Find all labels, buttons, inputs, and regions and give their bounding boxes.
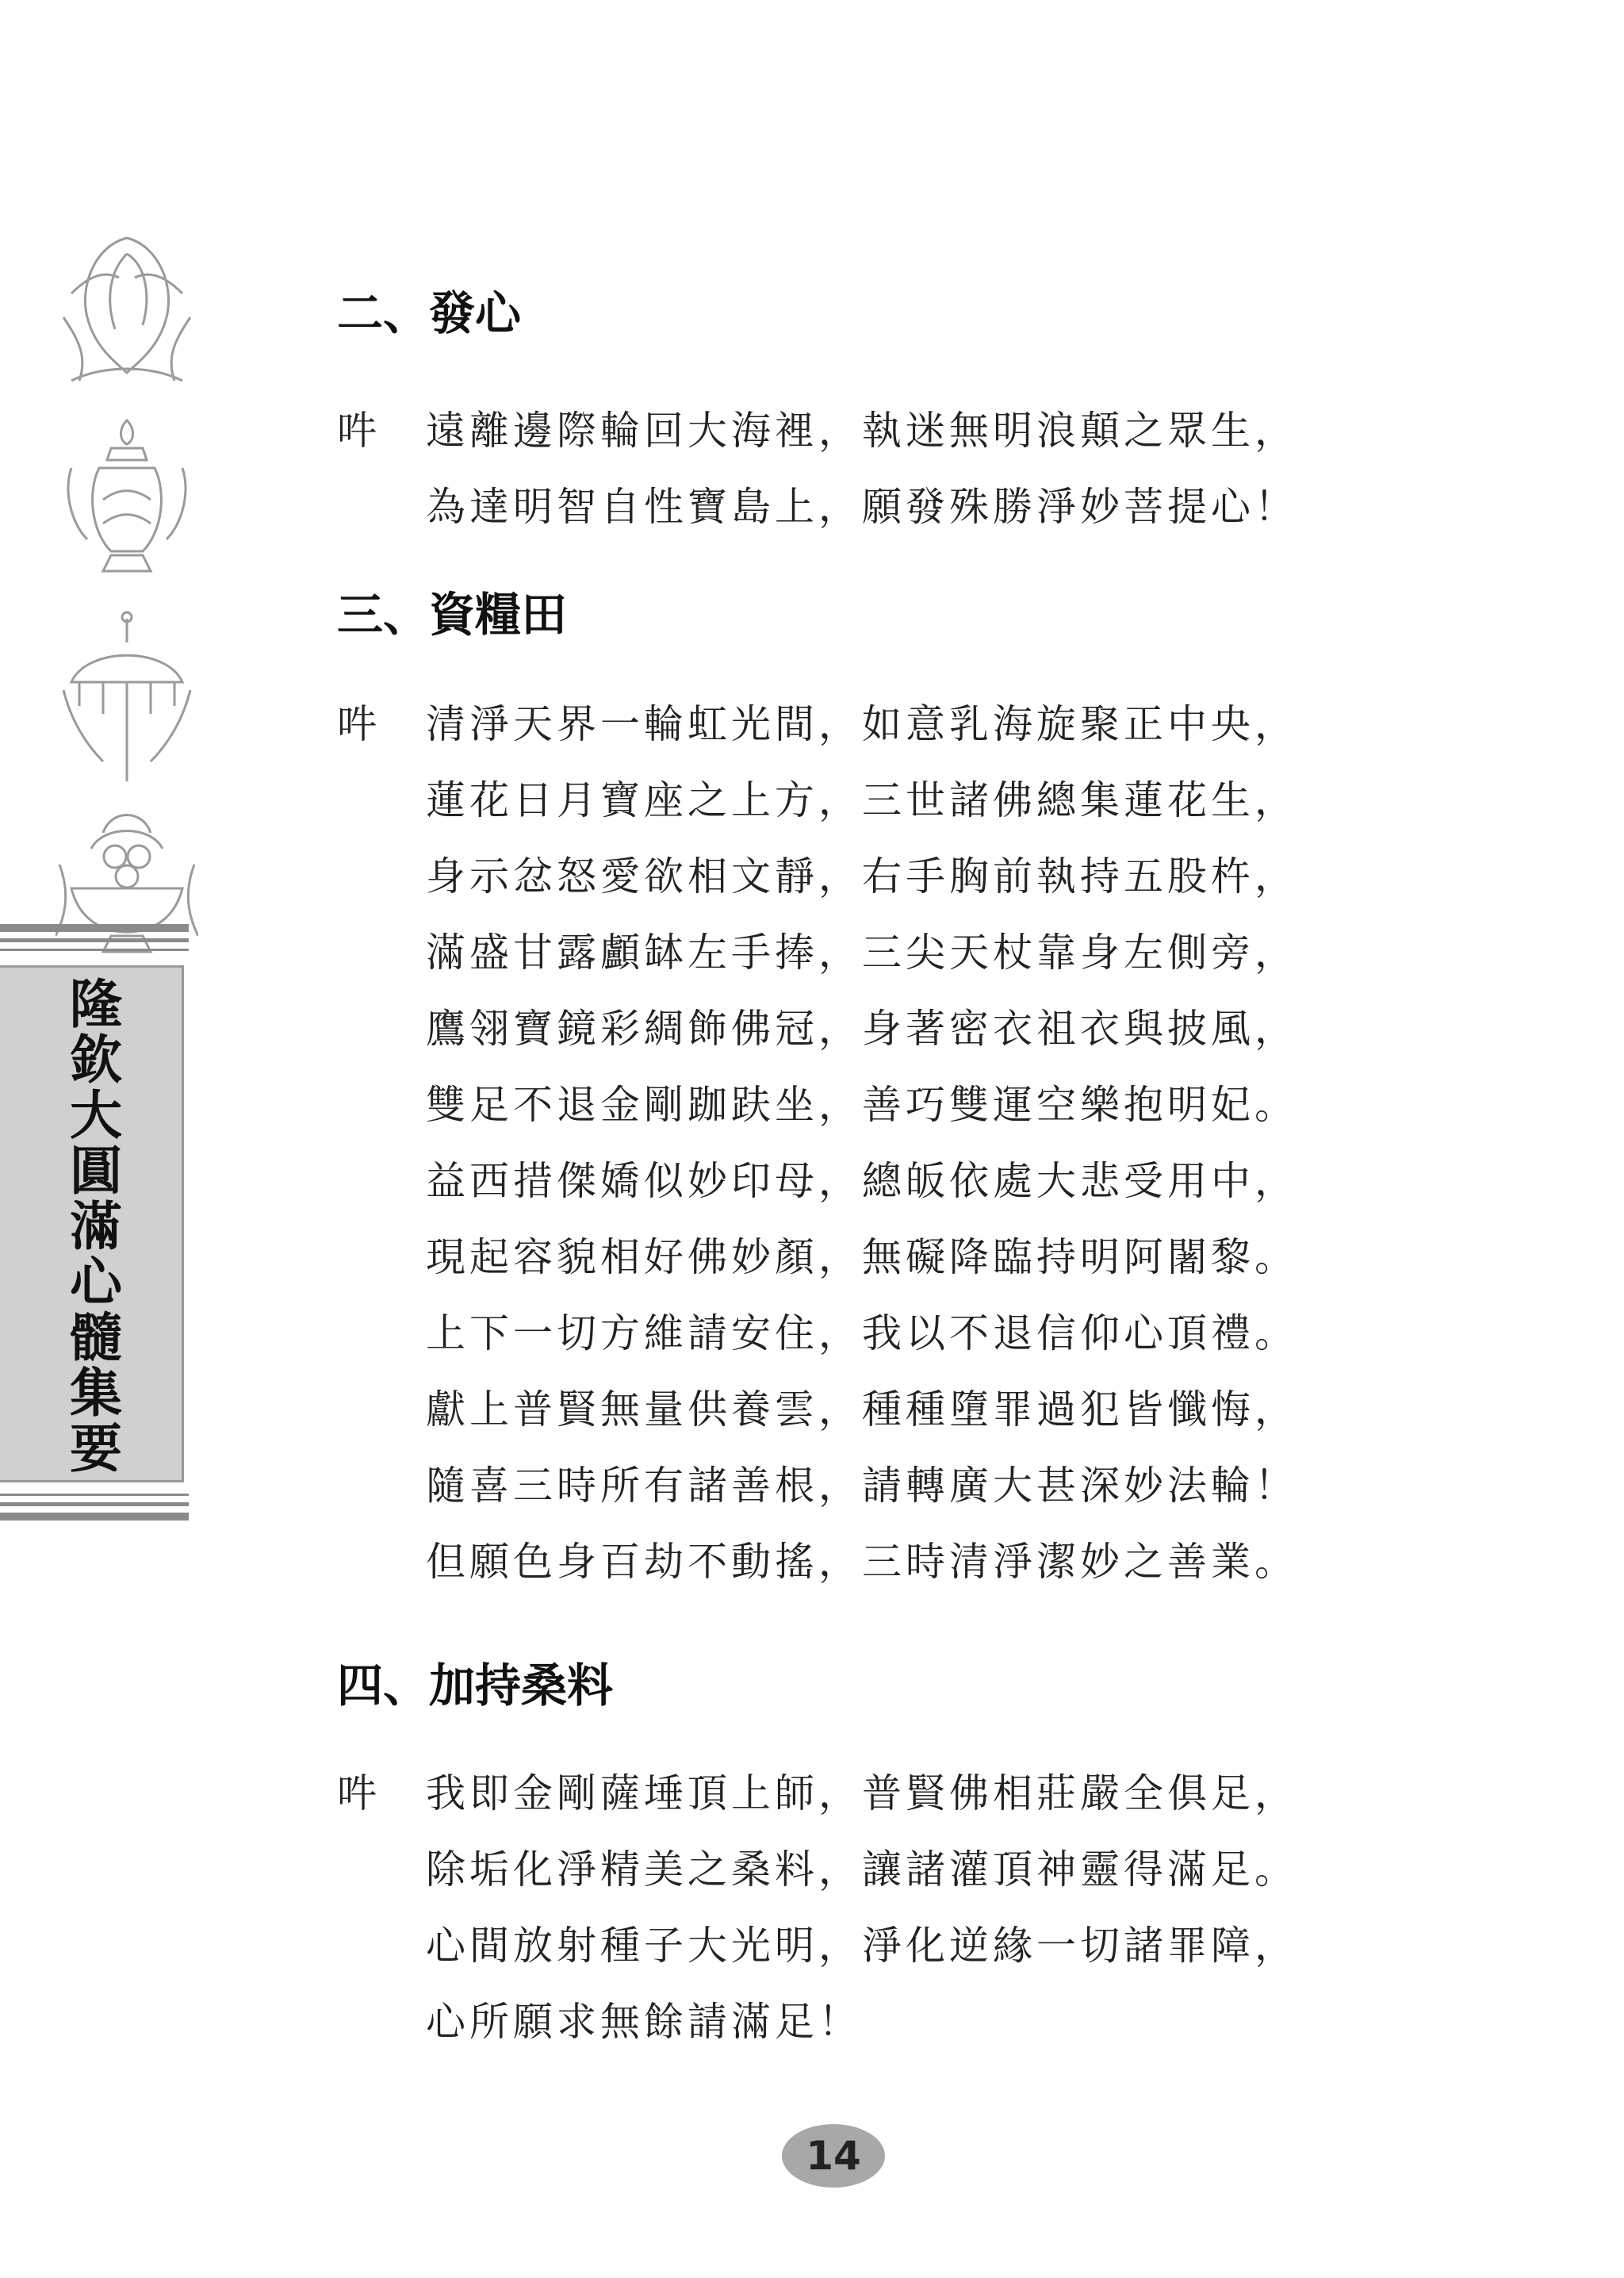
verse-line: 除垢化淨精美之桑料，讓諸灌頂神靈得滿足。 bbox=[426, 1847, 1298, 1893]
verse-line: 心間放射種子大光明，淨化逆緣一切諸罪障， bbox=[426, 1923, 1298, 1969]
verse-line: 但願色身百劫不動搖，三時清淨潔妙之善業。 bbox=[426, 1539, 1298, 1585]
verse-line: 為達明智自性寶島上，願發殊勝淨妙菩提心！ bbox=[426, 484, 1298, 530]
section-heading: 二、發心 bbox=[337, 286, 522, 340]
verse-block bbox=[337, 393, 1298, 545]
verse-block bbox=[337, 1755, 1298, 2060]
treasure-vase-ornament-icon bbox=[56, 412, 198, 587]
parasol-ornament-icon bbox=[56, 611, 198, 785]
verse-line: 益西措傑嬌似妙印母，總皈依處大悲受用中， bbox=[426, 1158, 1298, 1204]
side-title-box bbox=[0, 965, 184, 1482]
verse-line: 隨喜三時所有諸善根，請轉廣大甚深妙法輪！ bbox=[426, 1463, 1298, 1509]
mantra-syllable: 吽 bbox=[337, 408, 377, 454]
verse-line: 現起容貌相好佛妙顏，無礙降臨持明阿闍黎。 bbox=[426, 1234, 1298, 1280]
verse-line: 心所願求無餘請滿足！ bbox=[426, 1999, 862, 2045]
verse-line: 蓮花日月寶座之上方，三世諸佛總集蓮花生， bbox=[426, 777, 1298, 823]
verse-line: 鷹翎寶鏡彩綢飾佛冠，身著密衣祖衣與披風， bbox=[426, 1006, 1298, 1052]
verse-line: 雙足不退金剛跏趺坐，善巧雙運空樂抱明妃。 bbox=[426, 1082, 1298, 1128]
section-heading: 四、加持桑料 bbox=[337, 1659, 614, 1712]
verse-line: 滿盛甘露顱缽左手捧，三尖天杖靠身左側旁， bbox=[426, 930, 1298, 976]
mantra-syllable: 吽 bbox=[337, 701, 377, 747]
verse-line: 我即金剛薩埵頂上師，普賢佛相莊嚴全俱足， bbox=[426, 1770, 1298, 1816]
verse-line: 遠離邊際輪回大海裡，執迷無明浪顛之眾生， bbox=[426, 408, 1298, 454]
verse-line: 獻上普賢無量供養雲，種種墮罪過犯皆懺悔， bbox=[426, 1386, 1298, 1432]
mantra-syllable: 吽 bbox=[337, 1770, 377, 1816]
side-title-tab bbox=[0, 924, 189, 1531]
tab-rules-bottom bbox=[0, 1494, 189, 1521]
section-heading: 三、資糧田 bbox=[337, 588, 568, 642]
conch-ornament-icon bbox=[56, 222, 198, 397]
verse-line: 上下一切方維請安住，我以不退信仰心頂禮。 bbox=[426, 1310, 1298, 1356]
verse-line: 清淨天界一輪虹光間，如意乳海旋聚正中央， bbox=[426, 701, 1298, 747]
verse-block bbox=[337, 686, 1298, 1600]
page-number-badge: 14 bbox=[782, 2124, 885, 2188]
verse-line: 身示忿怒愛欲相文靜，右手胸前執持五股杵， bbox=[426, 853, 1298, 899]
book-title-vertical: 隆欽大圓滿心髓集要 bbox=[60, 976, 123, 1476]
tab-rules-top bbox=[0, 924, 189, 951]
